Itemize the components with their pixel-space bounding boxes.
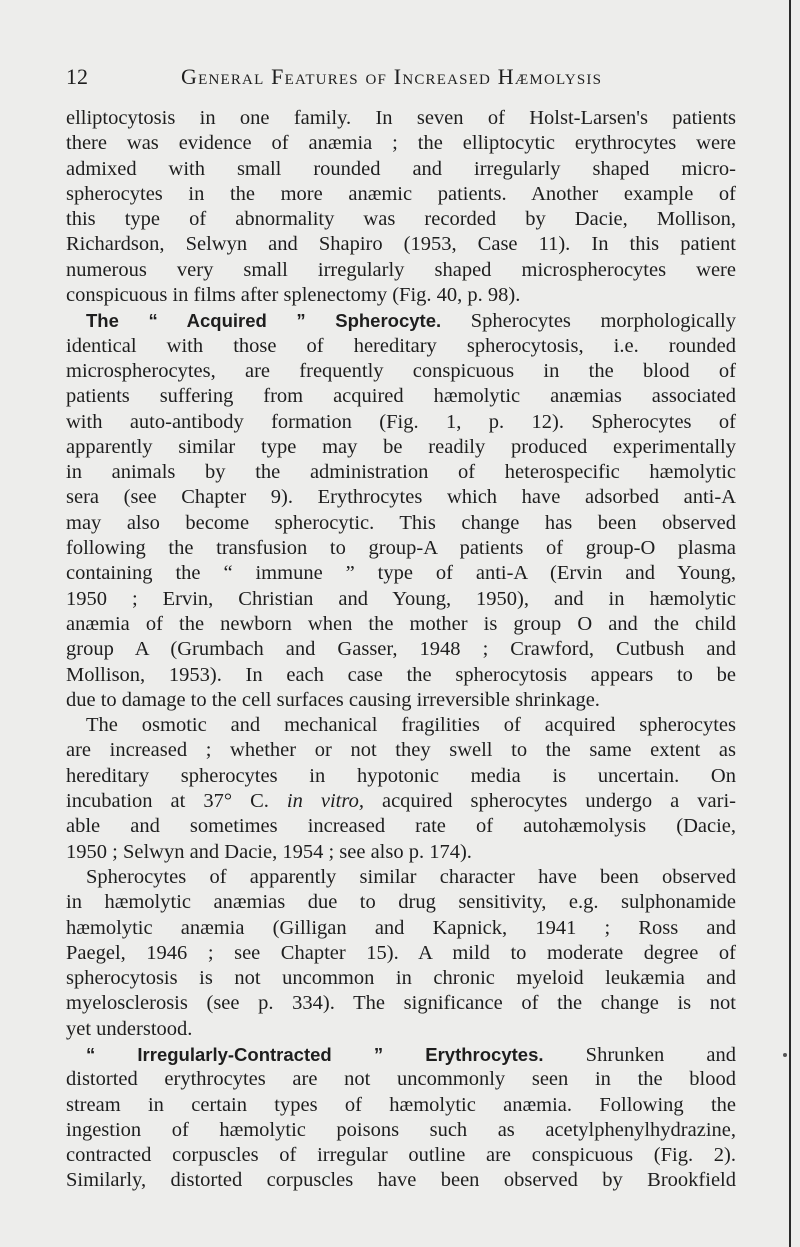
- text-line: there was evidence of anæmia ; the elliptocytic erythrocytes were: [66, 132, 736, 155]
- text-line: hæmolytic anæmia (Gilligan and Kapnick, 1941 ; Ross and: [66, 916, 736, 939]
- text-run: incubation at 37° C.: [66, 790, 287, 813]
- text-line: The osmotic and mechanical fragilities of acquired spherocytes: [86, 714, 736, 737]
- text-run: Spherocytes morphologically: [441, 310, 736, 333]
- text-line: in animals by the administration of heterospecific hæmolytic: [66, 461, 736, 484]
- text-line: contracted corpuscles of irregular outline are conspicuous (Fig. 2).: [66, 1144, 736, 1167]
- text-line: sera (see Chapter 9). Erythrocytes which have adsorbed anti-A: [66, 486, 736, 509]
- text-line: patients suffering from acquired hæmolytic anæmias associated: [66, 385, 736, 408]
- text-line: may also become spherocytic. This change has been observed: [66, 511, 736, 534]
- text-line: group A (Grumbach and Gasser, 1948 ; Crawford, Cutbush and: [66, 638, 736, 661]
- text-line: apparently similar type may be readily produced experimentally: [66, 435, 736, 458]
- text-line: numerous very small irregularly shaped microspherocytes were: [66, 258, 736, 281]
- text-line: due to damage to the cell surfaces causing irreversible shrinkage.: [66, 688, 600, 711]
- text-line: in hæmolytic anæmias due to drug sensitivity, e.g. sulphonamide: [66, 891, 736, 914]
- text-line: are increased ; whether or not they swell to the same extent as: [66, 739, 736, 762]
- page-edge-divider: [789, 0, 791, 1247]
- text-line: 1950 ; Ervin, Christian and Young, 1950), and in hæmolytic: [66, 587, 736, 610]
- section-heading-irregularly-contracted: “ Irregularly-Contracted ” Erythrocytes.: [86, 1043, 544, 1065]
- text-line: ingestion of hæmolytic poisons such as acetylphenylhydrazine,: [66, 1118, 736, 1141]
- text-line: spherocytes in the more anæmic patients. Another example of: [66, 182, 736, 205]
- text-line: Richardson, Selwyn and Shapiro (1953, Case 11). In this patient: [66, 233, 736, 256]
- scan-speck: [783, 1053, 787, 1057]
- text-line: identical with those of hereditary spherocytosis, i.e. rounded: [66, 334, 736, 357]
- text-line: [66, 789, 736, 814]
- page-header: [66, 62, 766, 92]
- text-line: spherocytosis is not uncommon in chronic myeloid leukæmia and: [66, 967, 736, 990]
- text-run: Shrunken and: [543, 1043, 736, 1066]
- page-number: 12: [66, 64, 88, 89]
- text-line: Similarly, distorted corpuscles have been observed by Brookfield: [66, 1169, 736, 1192]
- text-line: myelosclerosis (see p. 334). The significance of the change is not: [66, 992, 736, 1015]
- text-line: anæmia of the newborn when the mother is group O and the child: [66, 612, 736, 635]
- text-line: Spherocytes of apparently similar character have been observed: [86, 865, 736, 888]
- text-run: acquired spherocytes undergo a vari-: [363, 790, 736, 813]
- text-line: following the transfusion to group-A patients of group-O plasma: [66, 537, 736, 560]
- running-head: General Features of Increased Hæmolysis: [181, 64, 603, 89]
- body-text: [66, 106, 736, 1194]
- text-line: elliptocytosis in one family. In seven of Holst-Larsen's patients: [66, 107, 736, 129]
- text-line: yet understood.: [66, 1017, 193, 1040]
- text-line: 1950 ; Selwyn and Dacie, 1954 ; see also p. 174).: [66, 840, 472, 863]
- text-line: Paegel, 1946 ; see Chapter 15). A mild to moderate degree of: [66, 941, 736, 964]
- section-heading-line: [66, 308, 736, 333]
- section-heading-acquired-spherocyte: The “ Acquired ” Spherocyte.: [86, 310, 442, 332]
- text-line: distorted erythrocytes are not uncommonly seen in the blood: [66, 1068, 736, 1091]
- text-line: conspicuous in films after splenectomy (Fig. 40, p. 98).: [66, 284, 521, 307]
- italic-term: in vitro,: [286, 790, 364, 813]
- section-heading-line: [66, 1042, 736, 1067]
- text-line: able and sometimes increased rate of autohæmolysis (Dacie,: [66, 815, 736, 838]
- text-line: stream in certain types of hæmolytic anæmia. Following the: [66, 1093, 736, 1116]
- text-line: Mollison, 1953). In each case the spherocytosis appears to be: [66, 663, 736, 686]
- text-line: this type of abnormality was recorded by Dacie, Mollison,: [66, 208, 736, 231]
- text-line: hereditary spherocytes in hypotonic media is uncertain. On: [66, 764, 736, 787]
- text-line: with auto-antibody formation (Fig. 1, p. 12). Spherocytes of: [66, 410, 736, 433]
- text-line: admixed with small rounded and irregularly shaped micro-: [66, 157, 736, 180]
- text-line: containing the “ immune ” type of anti-A (Ervin and Young,: [66, 562, 736, 585]
- text-line: microspherocytes, are frequently conspicuous in the blood of: [66, 359, 736, 382]
